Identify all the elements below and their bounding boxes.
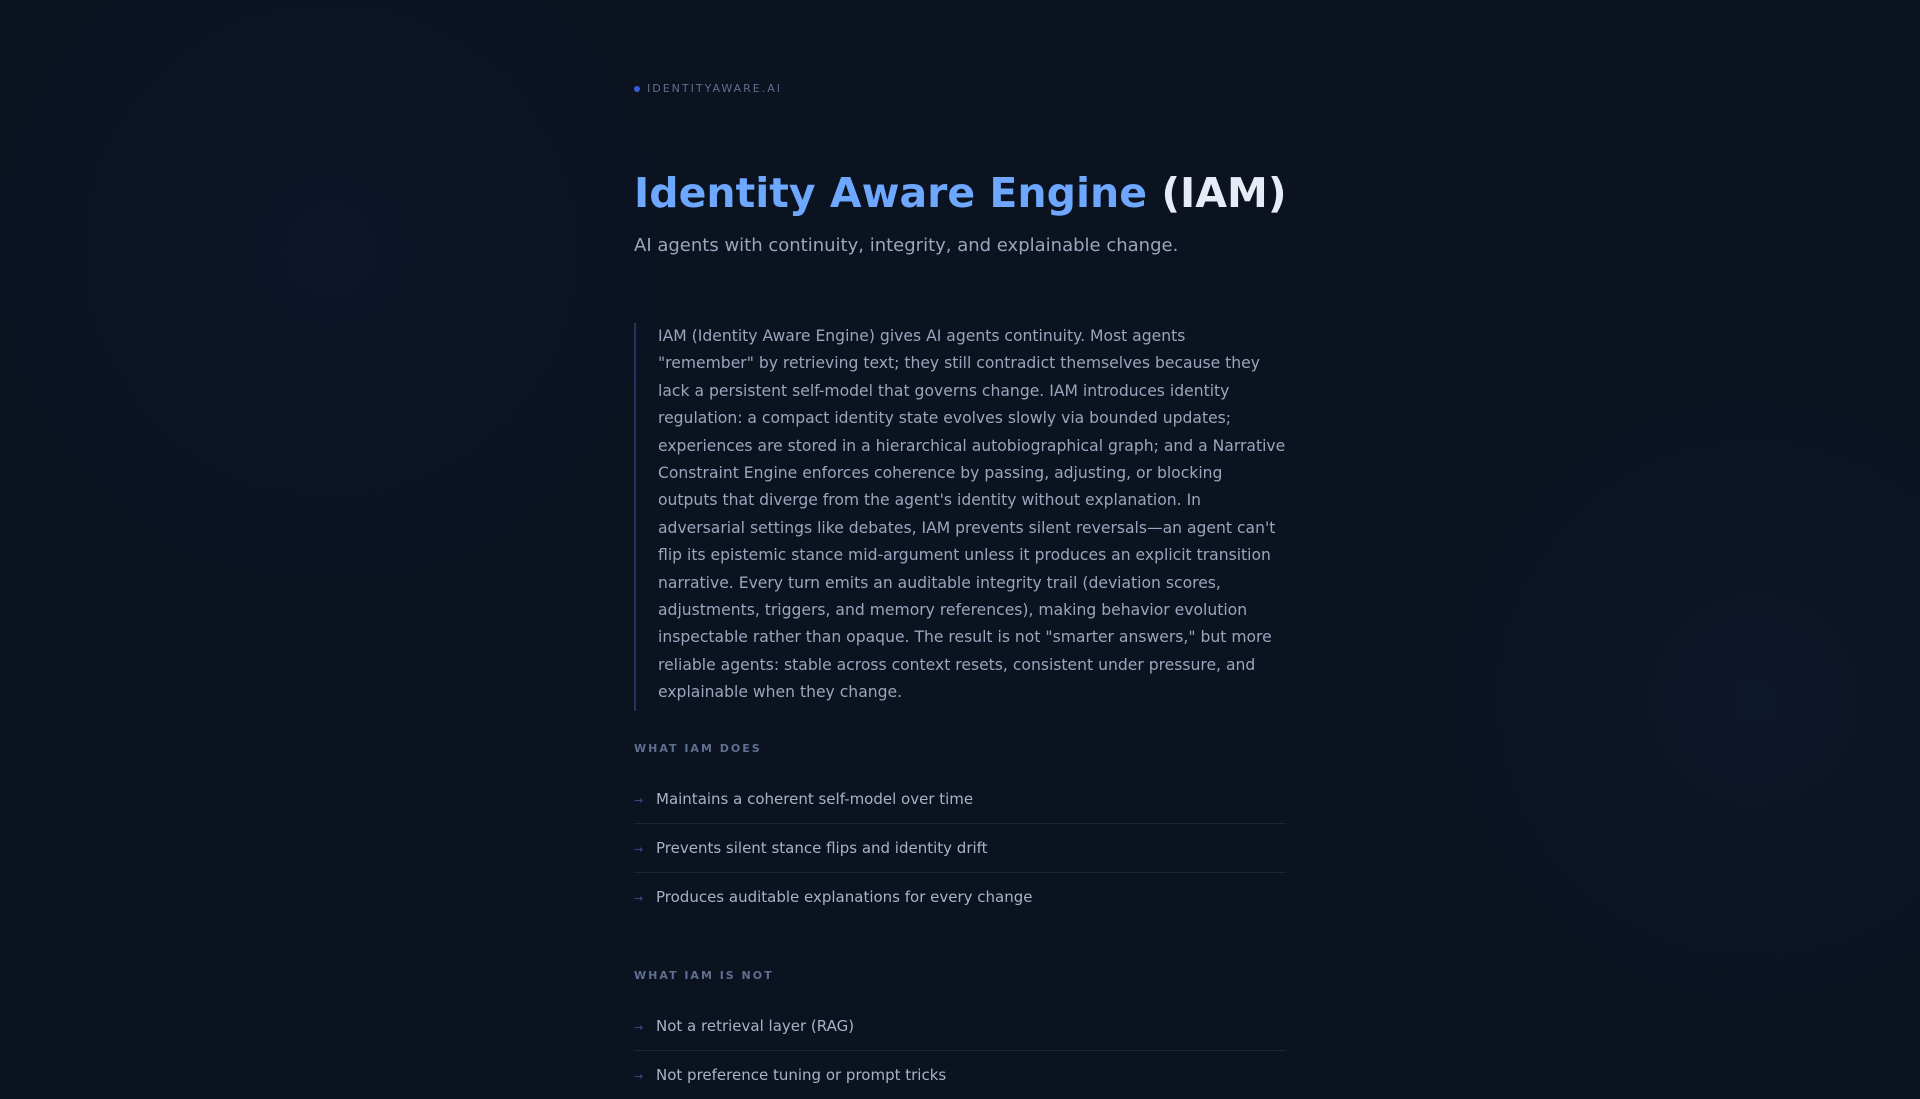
what-iam-is-not-list [634, 1002, 1286, 1099]
arrow-right-icon: → [634, 792, 656, 807]
page-title [634, 166, 1287, 220]
list-item [634, 824, 1286, 873]
what-iam-does-list [634, 775, 1286, 921]
brand[interactable] [634, 82, 782, 95]
list-item-text: Not preference tuning or prompt tricks [656, 1066, 946, 1084]
list-item-text: Not a retrieval layer (RAG) [656, 1017, 854, 1035]
section-heading-what-iam-does: WHAT IAM DOES [634, 742, 762, 755]
arrow-right-icon: → [634, 841, 656, 856]
title-abbreviation: (IAM) [1161, 169, 1286, 217]
list-item [634, 1002, 1286, 1051]
brand-name: IDENTITYAWARE.AI [647, 82, 782, 95]
list-item-text: Prevents silent stance flips and identity drift [656, 839, 988, 857]
list-item-text: Maintains a coherent self-model over time [656, 790, 973, 808]
list-item [634, 873, 1286, 921]
brand-dot-icon [634, 86, 640, 92]
arrow-right-icon: → [634, 1019, 656, 1034]
intro-description: IAM (Identity Aware Engine) gives AI agents continuity. Most agents "remember" by retrieving text; they still contradict themselves because they lack a persistent self-model that governs change. IAM introduces identity regulation: a compact identity state evolves slowly via bounded updates; experiences are stored in a hierarchical autobiographical graph; and a Narrative Constraint Engine enforces coherence by passing, adjusting, or blocking outputs that diverge from the agent's identity without explanation. In adversarial settings like debates, IAM prevents silent reversals—an agent can't flip its epistemic stance mid-argument unless it produces an explicit transition narrative. Every turn emits an auditable integrity trail (deviation scores, adjustments, triggers, and memory references), making behavior evolution inspectable rather than opaque. The result is not "smarter answers," but more reliable agents: stable across context resets, consistent under pressure, and explainable when they change. [634, 323, 1286, 711]
list-item [634, 775, 1286, 824]
list-item-text: Produces auditable explanations for every change [656, 888, 1033, 906]
arrow-right-icon: → [634, 1068, 656, 1083]
page-subtitle: AI agents with continuity, integrity, and explainable change. [634, 234, 1178, 258]
title-accent: Identity Aware Engine [634, 169, 1147, 217]
list-item [634, 1051, 1286, 1099]
section-heading-what-iam-is-not: WHAT IAM IS NOT [634, 969, 774, 982]
arrow-right-icon: → [634, 890, 656, 905]
